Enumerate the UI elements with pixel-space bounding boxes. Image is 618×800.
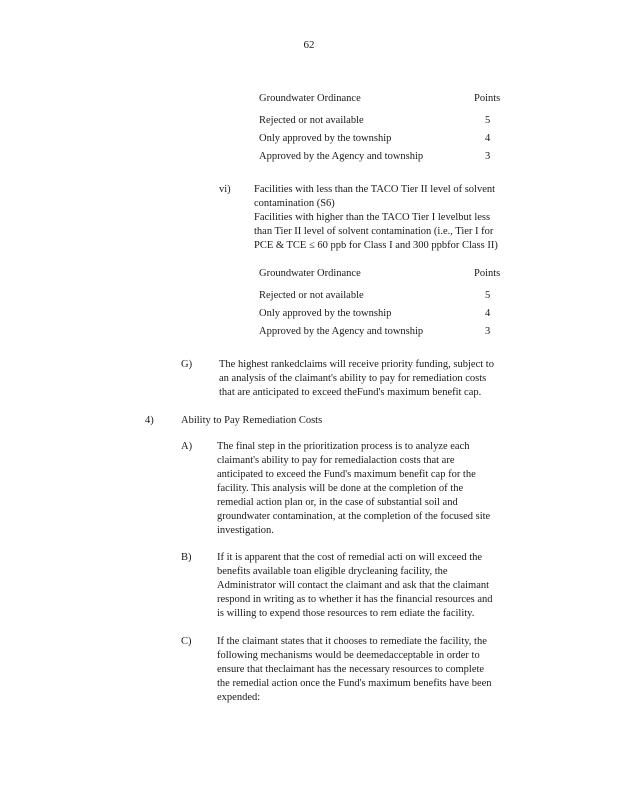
text-line: an analysis of the claimant's ability to pay for remediation costs	[219, 373, 487, 384]
page-number: 62	[303, 39, 315, 51]
text-line: Facilities with higher than the TACO Tier I levelbut less	[254, 212, 491, 223]
row-points: 3	[485, 326, 491, 337]
text-line: investigation.	[217, 525, 274, 536]
table-header	[259, 267, 509, 289]
item-g-text	[219, 358, 534, 400]
text-line: expended:	[217, 692, 261, 703]
text-line: If the claimant states that it chooses to remediate the facility, the	[217, 636, 487, 647]
item-vi-marker: vi)	[219, 184, 231, 195]
row-label: Rejected or not available	[259, 290, 364, 301]
text-line: is willing to expend those resources to rem ediate the facility.	[217, 608, 475, 619]
table-header	[259, 92, 509, 114]
text-line: following mechanisms would be deemedacceptable in order to	[217, 650, 480, 661]
text-line: claimant's ability to pay for remedialaction costs that are	[217, 455, 455, 466]
row-label: Approved by the Agency and township	[259, 151, 424, 162]
section-4-marker: 4)	[145, 415, 154, 426]
text-line: PCE & TCE ≤ 60 ppb for Class I and 300 ppbfor Class II)	[254, 240, 498, 251]
text-line: respond in writing as to whether it has the financial resources and	[217, 594, 493, 605]
text-line: ensure that theclaimant has the necessary resources to complete	[217, 664, 485, 675]
table-header-points: Points	[474, 93, 501, 104]
text-line: remedial action plan or, in the case of substantial soil and	[217, 497, 458, 508]
row-points: 4	[485, 133, 491, 144]
row-points: 5	[485, 290, 491, 301]
item-b-text	[217, 551, 531, 621]
text-line: than Tier II level of solvent contamination (i.e., Tier I for	[254, 226, 494, 237]
item-a-text	[217, 440, 531, 538]
row-label: Rejected or not available	[259, 115, 364, 126]
table-header-label: Groundwater Ordinance	[259, 268, 361, 279]
text-line: the remedial action once the Fund's maximum benefits have been	[217, 678, 492, 689]
row-points: 3	[485, 151, 491, 162]
row-label: Approved by the Agency and township	[259, 326, 424, 337]
table-header-points: Points	[474, 268, 501, 279]
text-line: The final step in the prioritization process is to analyze each	[217, 441, 470, 452]
groundwater-ordinance-table-2	[259, 267, 509, 343]
table-header-label: Groundwater Ordinance	[259, 93, 361, 104]
item-c-text	[217, 635, 531, 705]
table-row	[259, 325, 509, 343]
table-row	[259, 289, 509, 307]
table-row	[259, 114, 509, 132]
item-g-marker: G)	[181, 359, 193, 370]
row-points: 4	[485, 308, 491, 319]
section-4-heading: Ability to Pay Remediation Costs	[181, 415, 323, 426]
text-line: anticipated to exceed the Fund's maximum benefit cap for the	[217, 469, 476, 480]
text-line: The highest rankedclaims will receive priority funding, subject to	[219, 359, 494, 370]
table-row	[259, 150, 509, 168]
text-line: Administrator will contact the claimant and ask that the claimant	[217, 580, 490, 591]
text-line: benefits available toan eligible drycleaning facility, the	[217, 566, 448, 577]
groundwater-ordinance-table-1	[259, 92, 509, 168]
text-line: groundwater contamination, at the completion of the focused site	[217, 511, 491, 522]
text-line: If it is apparent that the cost of remedial acti on will exceed the	[217, 552, 483, 563]
text-line: that are anticipated to exceed theFund's maximum benefit cap.	[219, 387, 482, 398]
row-label: Only approved by the township	[259, 308, 392, 319]
item-c-marker: C)	[181, 636, 192, 647]
text-line: facility. This analysis will be done at the completion of the	[217, 483, 464, 494]
row-label: Only approved by the township	[259, 133, 392, 144]
text-line: contamination (S6)	[254, 198, 335, 209]
table-row	[259, 132, 509, 150]
text-line: Facilities with less than the TACO Tier II level of solvent	[254, 184, 496, 195]
item-b-marker: B)	[181, 552, 192, 563]
item-vi-text	[254, 183, 529, 253]
item-a-marker: A)	[181, 441, 193, 452]
table-row	[259, 307, 509, 325]
row-points: 5	[485, 115, 491, 126]
